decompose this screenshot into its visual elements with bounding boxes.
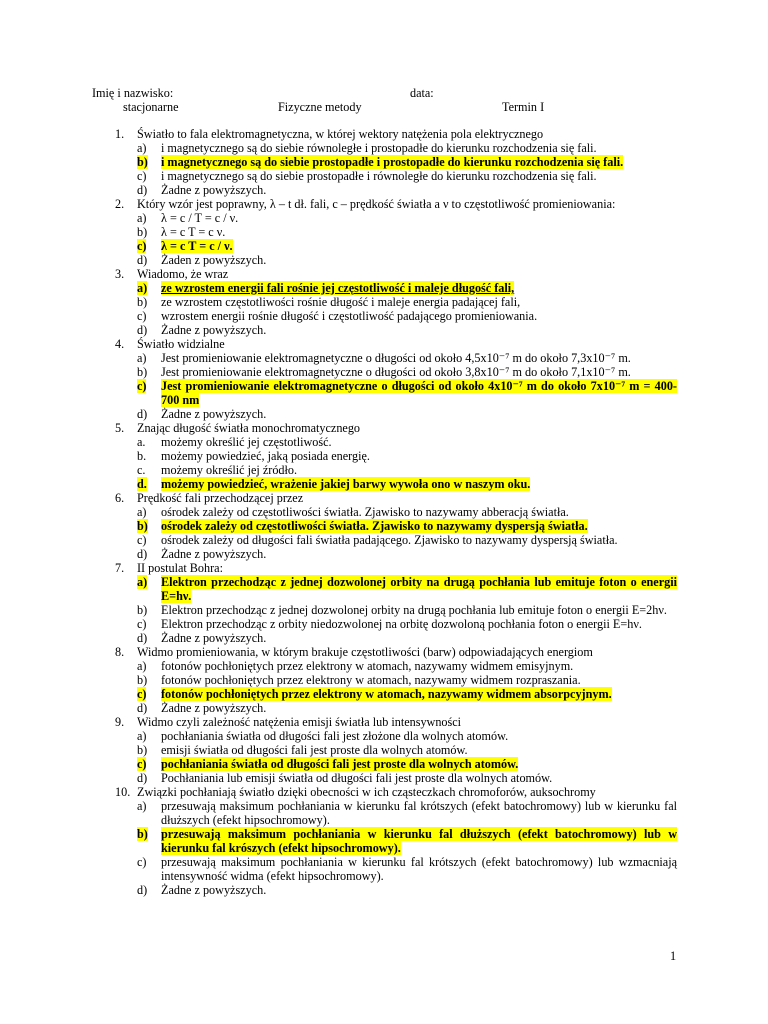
answer-option	[115, 449, 677, 463]
option-text: pochłaniania światła od długości fali jest złożone dla wolnych atomów.	[161, 729, 509, 743]
option-text: Jest promieniowanie elektromagnetyczne o długości od około 4x10⁻⁷ m do około 7x10⁻⁷ m = 400-700 nm	[161, 379, 677, 407]
option-label: c.	[137, 463, 146, 477]
option-label: b)	[137, 295, 148, 309]
option-text: i magnetycznego są do siebie prostopadłe i równoległe do kierunku rozchodzenia się fali.	[161, 169, 597, 183]
option-label: c)	[137, 617, 147, 631]
question-header	[115, 491, 677, 505]
answer-option	[115, 169, 677, 183]
question-text: Światło to fala elektromagnetyczna, w której wektory natężenia pola elektrycznego	[137, 127, 544, 141]
option-text: Żadne z powyższych.	[161, 407, 267, 421]
question-7	[115, 561, 677, 645]
question-header	[115, 197, 677, 211]
option-label: c)	[137, 855, 147, 869]
option-label: a.	[137, 435, 146, 449]
option-text: możemy powiedzieć, wrażenie jakiej barwy wywoła ono w naszym oku.	[161, 477, 531, 491]
answer-option-correct	[115, 281, 677, 295]
question-number: 4.	[115, 337, 125, 351]
option-text: ośrodek zależy od częstotliwości światła. Zjawisko to nazywamy dyspersją światła.	[161, 519, 588, 533]
page-number: 1	[670, 949, 677, 963]
answer-option	[115, 631, 677, 645]
option-text: Żadne z powyższych.	[161, 547, 267, 561]
question-number: 3.	[115, 267, 125, 281]
option-text: fotonów pochłoniętych przez elektrony w atomach, nazywamy widmem absorpcyjnym.	[161, 687, 612, 701]
answer-option-correct	[115, 477, 677, 491]
option-text: Elektron przechodząc z jednej dozwolonej orbity na drugą pochłania lub emituje foton o energii E=2hν.	[161, 603, 667, 617]
option-label: b)	[137, 225, 148, 239]
option-label: c)	[137, 309, 147, 323]
option-text: Żadne z powyższych.	[161, 323, 267, 337]
question-4	[115, 337, 677, 421]
option-label: b.	[137, 449, 147, 463]
option-text: Pochłaniania lub emisji światła od długości fali jest proste dla wolnych atomów.	[161, 771, 553, 785]
question-list	[115, 127, 677, 897]
option-text: przesuwają maksimum pochłaniania w kierunku fal krótszych (efekt batochromowy) lub wzmacniają intensywność widma (efekt hipsochromowy).	[161, 855, 677, 883]
question-8	[115, 645, 677, 715]
option-label: a)	[137, 505, 147, 519]
option-text: Żadne z powyższych.	[161, 883, 267, 897]
option-label: a)	[137, 211, 147, 225]
date-label: data:	[410, 86, 434, 100]
answer-option-correct	[115, 239, 677, 253]
option-label: c)	[137, 687, 147, 701]
answer-option	[115, 211, 677, 225]
option-label: b)	[137, 827, 148, 841]
answer-option-correct	[115, 155, 677, 169]
question-text: Widmo promieniowania, w którym brakuje częstotliwości (barw) odpowiadających energiom	[137, 645, 593, 659]
answer-option	[115, 505, 677, 519]
question-header	[115, 561, 677, 575]
question-text: Prędkość fali przechodzącej przez	[137, 491, 304, 505]
option-label: d)	[137, 407, 148, 421]
answer-option-correct	[115, 827, 677, 855]
option-label: a)	[137, 351, 147, 365]
answer-option	[115, 463, 677, 477]
option-text: możemy określić jej źródło.	[161, 463, 298, 477]
option-label: a)	[137, 141, 147, 155]
question-number: 7.	[115, 561, 125, 575]
option-text: wzrostem energii rośnie długość i częstotliwość padającego promieniowania.	[161, 309, 538, 323]
option-label: c)	[137, 757, 147, 771]
answer-option	[115, 351, 677, 365]
answer-option	[115, 603, 677, 617]
answer-option	[115, 617, 677, 631]
question-text: Który wzór jest poprawny, λ – t dł. fali, c – prędkość światła a ν to częstotliwość promieniowania:	[137, 197, 616, 211]
answer-option	[115, 771, 677, 785]
answer-option	[115, 435, 677, 449]
option-text: Jest promieniowanie elektromagnetyczne o długości od około 3,8x10⁻⁷ m do około 7,1x10⁻⁷ m.	[161, 365, 631, 379]
question-header	[115, 127, 677, 141]
option-text: Elektron przechodząc z jednej dozwolonej orbity na drugą pochłania lub emituje foton o energii E=hν.	[161, 575, 677, 603]
option-label: b)	[137, 519, 148, 533]
answer-option	[115, 659, 677, 673]
answer-option	[115, 547, 677, 561]
option-label: d)	[137, 323, 148, 337]
option-label: c)	[137, 169, 147, 183]
answer-option	[115, 533, 677, 547]
option-label: d)	[137, 701, 148, 715]
option-label: b)	[137, 673, 148, 687]
term-label: Termin I	[502, 100, 545, 114]
option-label: a)	[137, 659, 147, 673]
question-text: Wiadomo, że wraz	[137, 267, 229, 281]
question-number: 9.	[115, 715, 125, 729]
option-text: Żadne z powyższych.	[161, 631, 267, 645]
question-header	[115, 715, 677, 729]
question-number: 1.	[115, 127, 125, 141]
answer-option	[115, 183, 677, 197]
question-text: Związki pochłaniają światło dzięki obecności w ich cząsteczkach chromoforów, auksochromy	[137, 785, 596, 799]
option-text: emisji światła od długości fali jest proste dla wolnych atomów.	[161, 743, 468, 757]
answer-option	[115, 673, 677, 687]
option-text: λ = c T = c / ν.	[161, 239, 233, 253]
option-label: d)	[137, 183, 148, 197]
option-text: Żadne z powyższych.	[161, 183, 267, 197]
option-text: λ = c / T = c / ν.	[161, 211, 239, 225]
option-label: d)	[137, 547, 148, 561]
answer-option	[115, 407, 677, 421]
answer-option	[115, 701, 677, 715]
option-label: d.	[137, 477, 147, 491]
answer-option	[115, 883, 677, 897]
question-6	[115, 491, 677, 561]
question-number: 10.	[115, 785, 131, 799]
question-1	[115, 127, 677, 197]
option-text: Żadne z powyższych.	[161, 701, 267, 715]
option-label: d)	[137, 253, 148, 267]
option-text: ze wzrostem energii fali rośnie jej częstotliwość i maleje długość fali,	[161, 281, 515, 295]
option-text: przesuwają maksimum pochłaniania w kierunku fal dłuższych (efekt batochromowy) lub w kierunku fal krószych (efekt hipsochromowy).	[161, 827, 677, 855]
question-header	[115, 645, 677, 659]
question-number: 8.	[115, 645, 125, 659]
option-label: b)	[137, 365, 148, 379]
answer-option	[115, 323, 677, 337]
answer-option-correct	[115, 519, 677, 533]
option-label: c)	[137, 379, 147, 393]
option-text: możemy określić jej częstotliwość.	[161, 435, 332, 449]
question-header	[115, 267, 677, 281]
option-label: b)	[137, 155, 148, 169]
option-text: ośrodek zależy od długości fali światła padającego. Zjawisko to nazywamy dyspersją światła.	[161, 533, 618, 547]
answer-option-correct	[115, 575, 677, 603]
option-text: Żaden z powyższych.	[161, 253, 267, 267]
option-text: możemy powiedzieć, jaką posiada energię.	[161, 449, 370, 463]
option-text: fotonów pochłoniętych przez elektrony w atomach, nazywamy widmem rozpraszania.	[161, 673, 581, 687]
option-text: fotonów pochłoniętych przez elektrony w atomach, nazywamy widmem emisyjnym.	[161, 659, 574, 673]
option-text: λ = c T = c ν.	[161, 225, 226, 239]
answer-option	[115, 253, 677, 267]
question-text: II postulat Bohra:	[137, 561, 223, 575]
answer-option	[115, 225, 677, 239]
question-10	[115, 785, 677, 897]
option-text: Elektron przechodząc z orbity niedozwolonej na orbitę dozwoloną pochłania foton o energii E=hν.	[161, 617, 642, 631]
option-text: ośrodek zależy od częstotliwości światła. Zjawisko to nazywamy abberacją światła.	[161, 505, 569, 519]
answer-option	[115, 855, 677, 883]
answer-option-correct	[115, 757, 677, 771]
option-label: b)	[137, 743, 148, 757]
option-label: a)	[137, 799, 147, 813]
answer-option	[115, 295, 677, 309]
question-3	[115, 267, 677, 337]
option-label: a)	[137, 575, 148, 589]
question-number: 2.	[115, 197, 125, 211]
option-text: i magnetycznego są do siebie prostopadłe i prostopadłe do kierunku rozchodzenia się fali.	[161, 155, 624, 169]
question-header	[115, 337, 677, 351]
option-label: a)	[137, 281, 148, 295]
study-mode: stacjonarne	[123, 100, 179, 114]
name-label: Imię i nazwisko:	[92, 86, 174, 100]
option-label: c)	[137, 533, 147, 547]
option-text: Jest promieniowanie elektromagnetyczne o długości od około 4,5x10⁻⁷ m do około 7,3x10⁻⁷ m.	[161, 351, 631, 365]
question-header	[115, 785, 677, 799]
question-text: Światło widzialne	[137, 337, 225, 351]
option-text: pochłaniania światła od długości fali jest proste dla wolnych atomów.	[161, 757, 519, 771]
option-text: ze wzrostem częstotliwości rośnie długość i maleje energia padającej fali,	[161, 295, 521, 309]
option-label: d)	[137, 883, 148, 897]
answer-option	[115, 743, 677, 757]
question-5	[115, 421, 677, 491]
answer-option-correct	[115, 687, 677, 701]
option-label: c)	[137, 239, 147, 253]
subject-title: Fizyczne metody	[278, 100, 362, 114]
question-header	[115, 421, 677, 435]
question-number: 5.	[115, 421, 125, 435]
answer-option-correct	[115, 379, 677, 407]
question-number: 6.	[115, 491, 125, 505]
question-9	[115, 715, 677, 785]
answer-option	[115, 799, 677, 827]
answer-option	[115, 365, 677, 379]
option-label: a)	[137, 729, 147, 743]
question-2	[115, 197, 677, 267]
answer-option	[115, 729, 677, 743]
option-label: d)	[137, 631, 148, 645]
question-text: Widmo czyli zależność natężenia emisji światła lub intensywności	[137, 715, 462, 729]
answer-option	[115, 141, 677, 155]
option-text: i magnetycznego są do siebie równoległe i prostopadłe do kierunku rozchodzenia się fali.	[161, 141, 597, 155]
option-text: przesuwają maksimum pochłaniania w kierunku fal krótszych (efekt batochromowy) lub w kierunku fal dłuższych (efekt hipsochromowy).	[161, 799, 677, 827]
option-label: b)	[137, 603, 148, 617]
option-label: d)	[137, 771, 148, 785]
question-text: Znając długość światła monochromatycznego	[137, 421, 361, 435]
answer-option	[115, 309, 677, 323]
